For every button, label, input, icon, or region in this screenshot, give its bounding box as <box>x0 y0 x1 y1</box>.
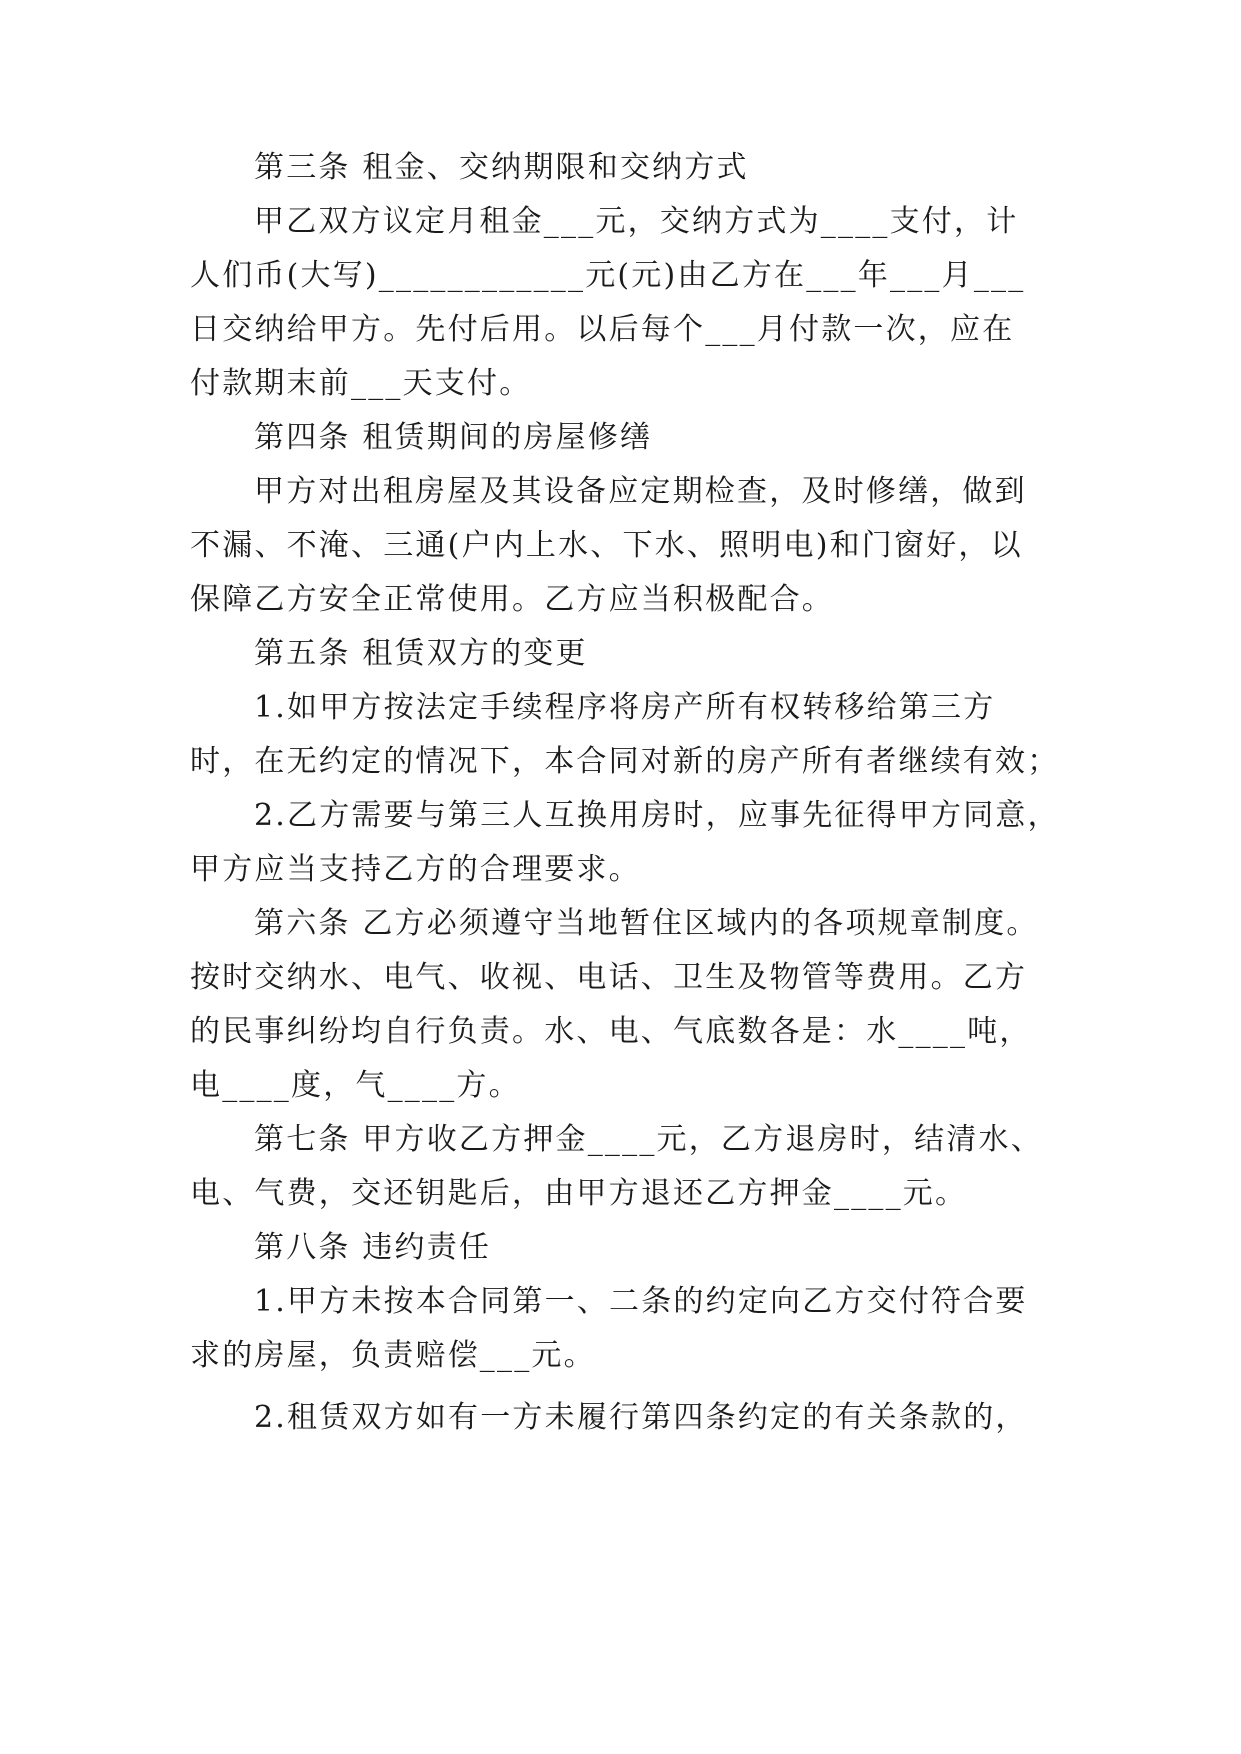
paragraph-line: 甲方应当支持乙方的合理要求。 <box>190 852 641 887</box>
paragraph-line: 不漏、不淹、三通(户内上水、下水、照明电)和门窗好，以 <box>190 528 1023 563</box>
paragraph-line: 付款期末前___天支付。 <box>190 366 532 401</box>
paragraph-line: 甲乙双方议定月租金___元，交纳方式为____支付，计 <box>254 204 1019 239</box>
paragraph-line: 时，在无约定的情况下，本合同对新的房产所有者继续有效； <box>190 744 1060 779</box>
paragraph-line: 1.如甲方按法定手续程序将房产所有权转移给第三方 <box>254 690 996 725</box>
article-6-heading: 第六条 乙方必须遵守当地暂住区域内的各项规章制度。 <box>254 906 1039 941</box>
paragraph-line: 电____度，气____方。 <box>190 1068 521 1103</box>
paragraph-line: 电、气费，交还钥匙后，由甲方退还乙方押金____元。 <box>190 1176 968 1211</box>
article-7-heading: 第七条 甲方收乙方押金____元，乙方退房时，结清水、 <box>254 1122 1043 1157</box>
article-8-heading: 第八条 违约责任 <box>254 1230 492 1265</box>
article-3-heading: 第三条 租金、交纳期限和交纳方式 <box>254 150 749 185</box>
article-5-heading: 第五条 租赁双方的变更 <box>254 636 588 671</box>
paragraph-line: 日交纳给甲方。先付后用。以后每个___月付款一次，应在 <box>190 312 1015 347</box>
paragraph-line: 2.租赁双方如有一方未履行第四条约定的有关条款的， <box>254 1400 1028 1435</box>
article-4-heading: 第四条 租赁期间的房屋修缮 <box>254 420 653 455</box>
paragraph-line: 按时交纳水、电气、收视、电话、卫生及物管等费用。乙方 <box>190 960 1028 995</box>
paragraph-line: 人们币(大写)____________元(元)由乙方在___年___月___ <box>190 258 1026 293</box>
paragraph-line: 求的房屋，负责赔偿___元。 <box>190 1338 596 1373</box>
paragraph-line: 保障乙方安全正常使用。乙方应当积极配合。 <box>190 582 834 617</box>
paragraph-line: 2.乙方需要与第三人互换用房时，应事先征得甲方同意， <box>254 798 1060 833</box>
paragraph-line: 1.甲方未按本合同第一、二条的约定向乙方交付符合要 <box>254 1284 1028 1319</box>
paragraph-line: 甲方对出租房屋及其设备应定期检查，及时修缮，做到 <box>254 474 1027 509</box>
paragraph-line: 的民事纠纷均自行负责。水、电、气底数各是：水____吨， <box>190 1014 1032 1049</box>
